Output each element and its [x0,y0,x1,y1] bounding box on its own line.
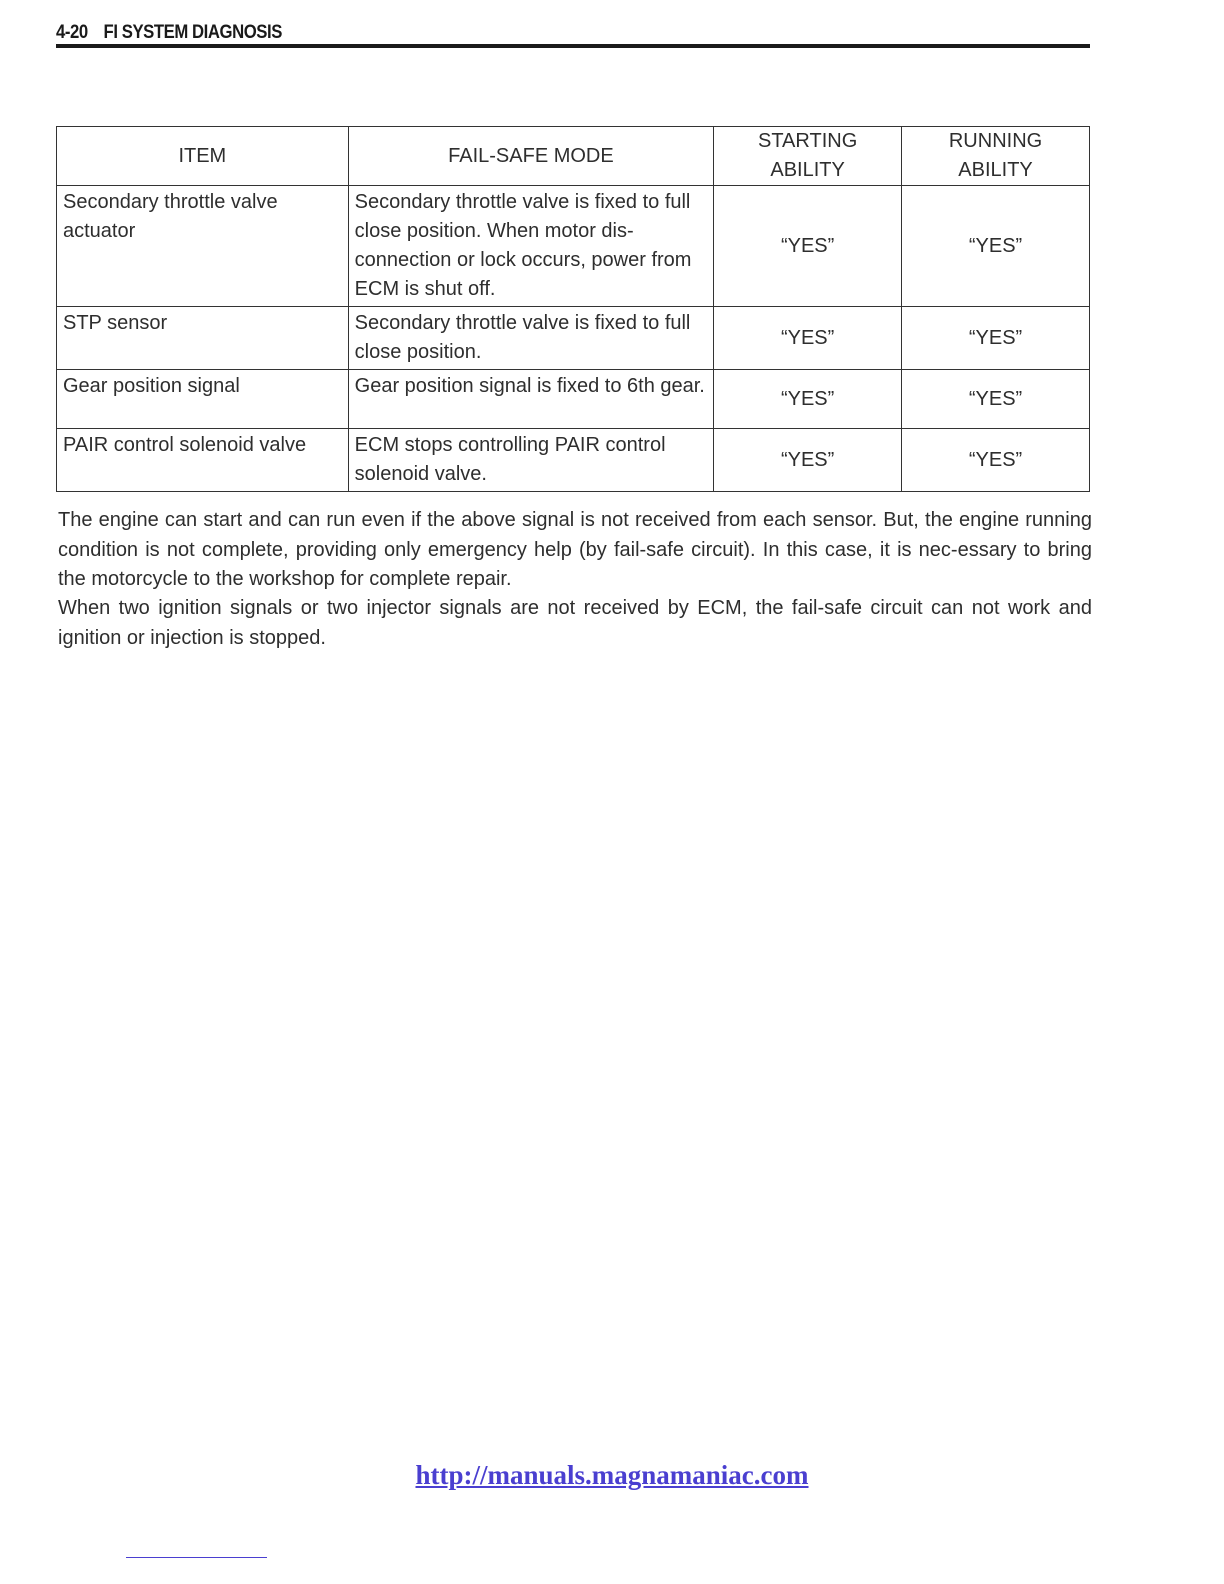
cell-mode: Gear position signal is fixed to 6th gear. [348,370,714,429]
cell-running: “YES” [902,429,1090,492]
cell-mode: Secondary throttle valve is fixed to full close position. [348,307,714,370]
cell-starting: “YES” [714,186,902,307]
column-header-running-ability-text: RUNNING ABILITY [948,130,1043,181]
table-row [57,186,1090,307]
cell-item: Secondary throttle valve actuator [57,186,349,307]
column-header-item: ITEM [57,127,349,186]
cell-item: Gear position signal [57,370,349,429]
page-number: 4-20 [56,22,88,43]
page-header [56,20,1090,50]
header-text [56,22,282,44]
table-row [57,307,1090,370]
table-header-row [57,127,1090,186]
cell-item: PAIR control solenoid valve [57,429,349,492]
fail-safe-table [56,126,1090,492]
section-title: FI SYSTEM DIAGNOSIS [103,22,282,43]
header-rule [56,44,1090,48]
cell-mode: ECM stops controlling PAIR control solenoid valve. [348,429,714,492]
cell-mode: Secondary throttle valve is fixed to full close position. When motor dis-connection or lock occurs, power from ECM is shut off. [348,186,714,307]
cell-running: “YES” [902,186,1090,307]
column-header-starting-ability-text: STARTING ABILITY [757,130,858,181]
body-paragraph-fail-safe-note: The engine can start and can run even if the above signal is not received from each sensor. But, the engine running condition is not complete, providing only emergency help (by fail-safe circuit). In this case, it is nec-essary to bring the motorcycle to the workshop for complete repair. [58,509,1092,590]
column-header-starting-ability [714,127,902,186]
cell-running: “YES” [902,370,1090,429]
column-header-running-ability [902,127,1090,186]
body-paragraph-ignition-note: When two ignition signals or two injector signals are not received by ECM, the fail-safe circuit can not work and ignition or injection is stopped. [58,597,1092,649]
table-row [57,429,1090,492]
cell-starting: “YES” [714,307,902,370]
footer-website-link[interactable]: http://manuals.magnamaniac.com [415,1460,809,1490]
cell-running: “YES” [902,307,1090,370]
column-header-fail-safe-mode: FAIL-SAFE MODE [348,127,714,186]
table-row [57,370,1090,429]
footer-rule [126,1557,267,1558]
cell-item: STP sensor [57,307,349,370]
cell-starting: “YES” [714,370,902,429]
cell-starting: “YES” [714,429,902,492]
